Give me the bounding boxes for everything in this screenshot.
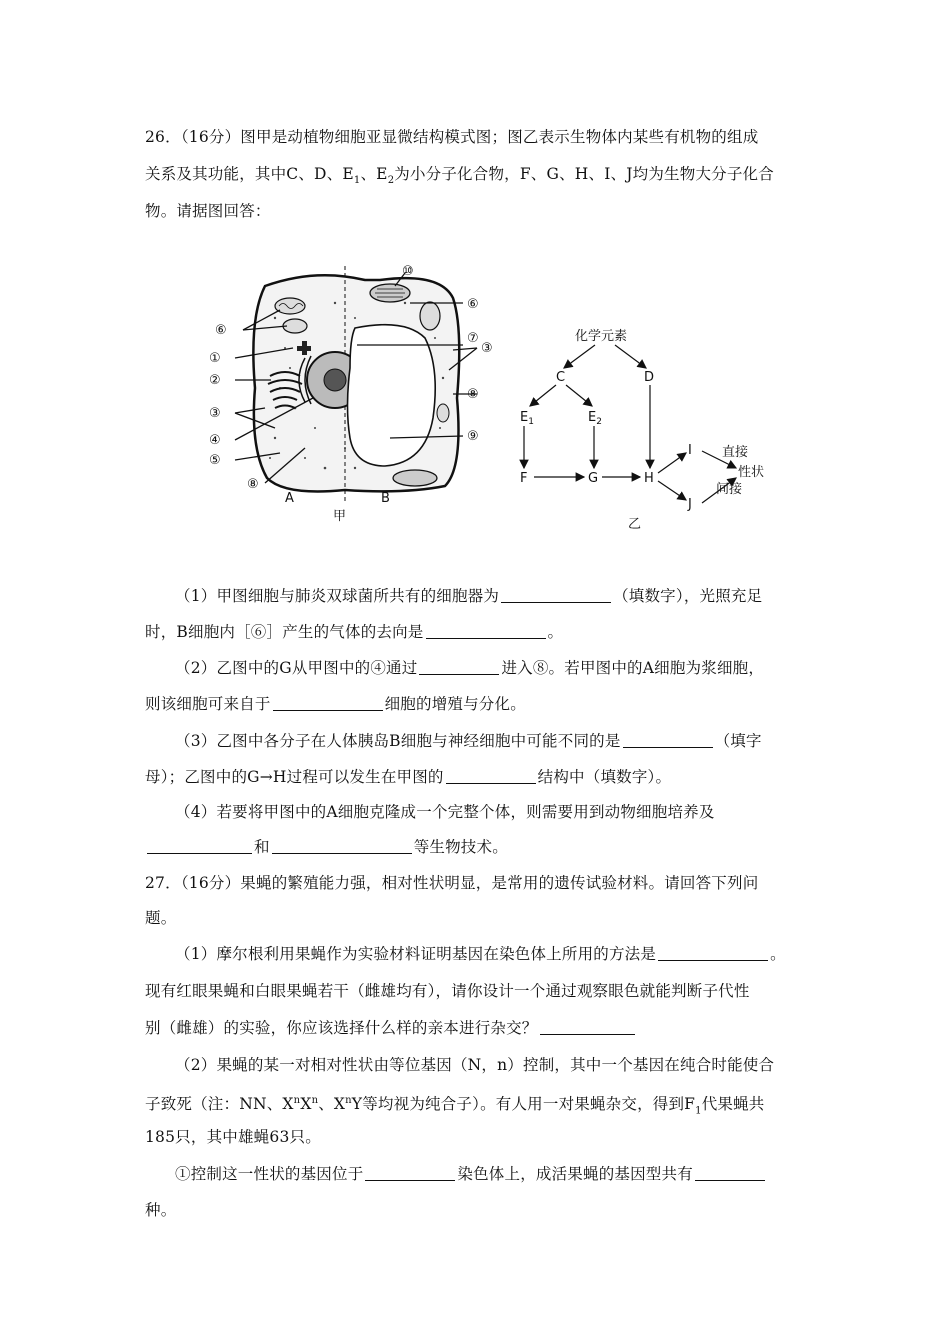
label-2: ② <box>209 373 221 388</box>
flow-I: I <box>688 443 692 458</box>
flow-C: C <box>556 370 566 385</box>
flow-J: J <box>688 497 692 512</box>
cell-diagram <box>205 258 510 528</box>
flow-direct: 直接 <box>722 445 749 460</box>
label-3-left: ③ <box>209 406 221 421</box>
flow-elements: 化学元素 <box>575 329 628 344</box>
flow-H: H <box>644 471 654 486</box>
cell-B-label: B <box>381 491 390 506</box>
q26-intro-line3: 物。请据图回答： <box>145 202 271 220</box>
label-8-right: ⑧ <box>467 387 479 402</box>
q26-part3-line2: 母）；乙图中的G→H过程可以发生在甲图的 结构中（填数字）。 <box>145 768 672 786</box>
figure-yi-label: 乙 <box>628 517 642 532</box>
answer-blank[interactable] <box>658 944 768 961</box>
flow-D: D <box>644 370 655 385</box>
q26-part1-line1: （1）甲图细胞与肺炎双球菌所共有的细胞器为 （填数字），光照充足 <box>175 587 763 605</box>
q27-sub1-line1: ①控制这一性状的基因位于 染色体上，成活果蝇的基因型共有 <box>175 1163 767 1185</box>
answer-blank[interactable] <box>365 1164 455 1181</box>
answer-blank[interactable] <box>695 1164 765 1181</box>
q27-part1-line1: （1）摩尔根利用果蝇作为实验材料证明基因在染色体上所用的方法是 。 <box>175 945 786 963</box>
q26-part3-line1: （3）乙图中各分子在人体胰岛B细胞与神经细胞中可能不同的是 （填字 <box>175 732 762 750</box>
q27-part2-line3: 185只，其中雄蝇63只。 <box>145 1128 321 1146</box>
q27-part2-line1: （2）果蝇的某一对相对性状由等位基因（N，n）控制，其中一个基因在纯合时能使合 <box>175 1056 775 1074</box>
answer-blank[interactable] <box>273 694 383 711</box>
label-5: ⑤ <box>209 453 221 468</box>
q27-intro-line2: 题。 <box>145 909 177 927</box>
flow-diagram <box>510 318 790 533</box>
q27-part1-line3: 别（雌雄）的实验，你应该选择什么样的亲本进行杂交？ <box>145 1017 637 1039</box>
label-6-left: ⑥ <box>215 323 227 338</box>
label-8-left: ⑧ <box>247 477 259 492</box>
figure-jia-label: 甲 <box>333 509 347 524</box>
q26-part4-line2: 和 等生物技术。 <box>145 836 508 858</box>
answer-blank[interactable] <box>501 586 611 603</box>
label-9: ⑨ <box>467 429 479 444</box>
q27-sub1-line2: 种。 <box>145 1201 177 1219</box>
q26-part1-line2: 时，B细胞内［⑥］产生的气体的去向是 。 <box>145 623 564 641</box>
q27-part2-line2: 子致死（注：NN、$X^nX^n$、$X^nY$等均视为纯合子）。有人用一对果蝇杂交，得到$F_1$代果蝇共 <box>145 1095 765 1117</box>
flow-E2: $E_2$ <box>588 410 602 427</box>
answer-blank[interactable] <box>272 837 412 854</box>
answer-blank[interactable] <box>426 622 546 639</box>
q26-part4-line1: （4）若要将甲图中的A细胞克隆成一个完整个体，则需要用到动物细胞培养及 <box>175 803 715 821</box>
q26-part2-line2: 则该细胞可来自于 细胞的增殖与分化。 <box>145 695 526 713</box>
label-6-right: ⑥ <box>467 297 479 312</box>
answer-blank[interactable] <box>446 767 536 784</box>
label-10: ⑩ <box>402 264 414 279</box>
q26-part2-line1: （2）乙图中的G从甲图中的④通过 进入⑧。若甲图中的A细胞为浆细胞， <box>175 659 765 677</box>
label-3-right: ③ <box>481 341 493 356</box>
label-7: ⑦ <box>467 331 479 346</box>
q27-intro-line1: 27．（16分）果蝇的繁殖能力强，相对性状明显，是常用的遗传试验材料。请回答下列问 <box>145 874 759 892</box>
q26-intro-line1: 26．（16分）图甲是动植物细胞亚显微结构模式图；图乙表示生物体内某些有机物的组成 <box>145 128 759 146</box>
label-4: ④ <box>209 433 221 448</box>
label-1: ① <box>209 351 221 366</box>
answer-blank[interactable] <box>419 658 499 675</box>
answer-blank[interactable] <box>540 1018 635 1035</box>
flow-trait: 性状 <box>738 465 765 480</box>
q27-part1-line2: 现有红眼果蝇和白眼果蝇若干（雌雄均有），请你设计一个通过观察眼色就能判断子代性 <box>145 982 750 1000</box>
flow-indirect: 间接 <box>716 482 743 497</box>
flow-G: G <box>588 471 599 486</box>
cell-A-label: A <box>285 491 294 506</box>
answer-blank[interactable] <box>147 837 252 854</box>
flow-F: F <box>520 471 528 486</box>
answer-blank[interactable] <box>623 731 713 748</box>
flow-E1: $E_1$ <box>520 410 534 427</box>
q26-intro-line2: 关系及其功能，其中C、D、$E_1$、$E_2$为小分子化合物，F、G、H、I、J均为生物大分子化合 <box>145 165 774 187</box>
